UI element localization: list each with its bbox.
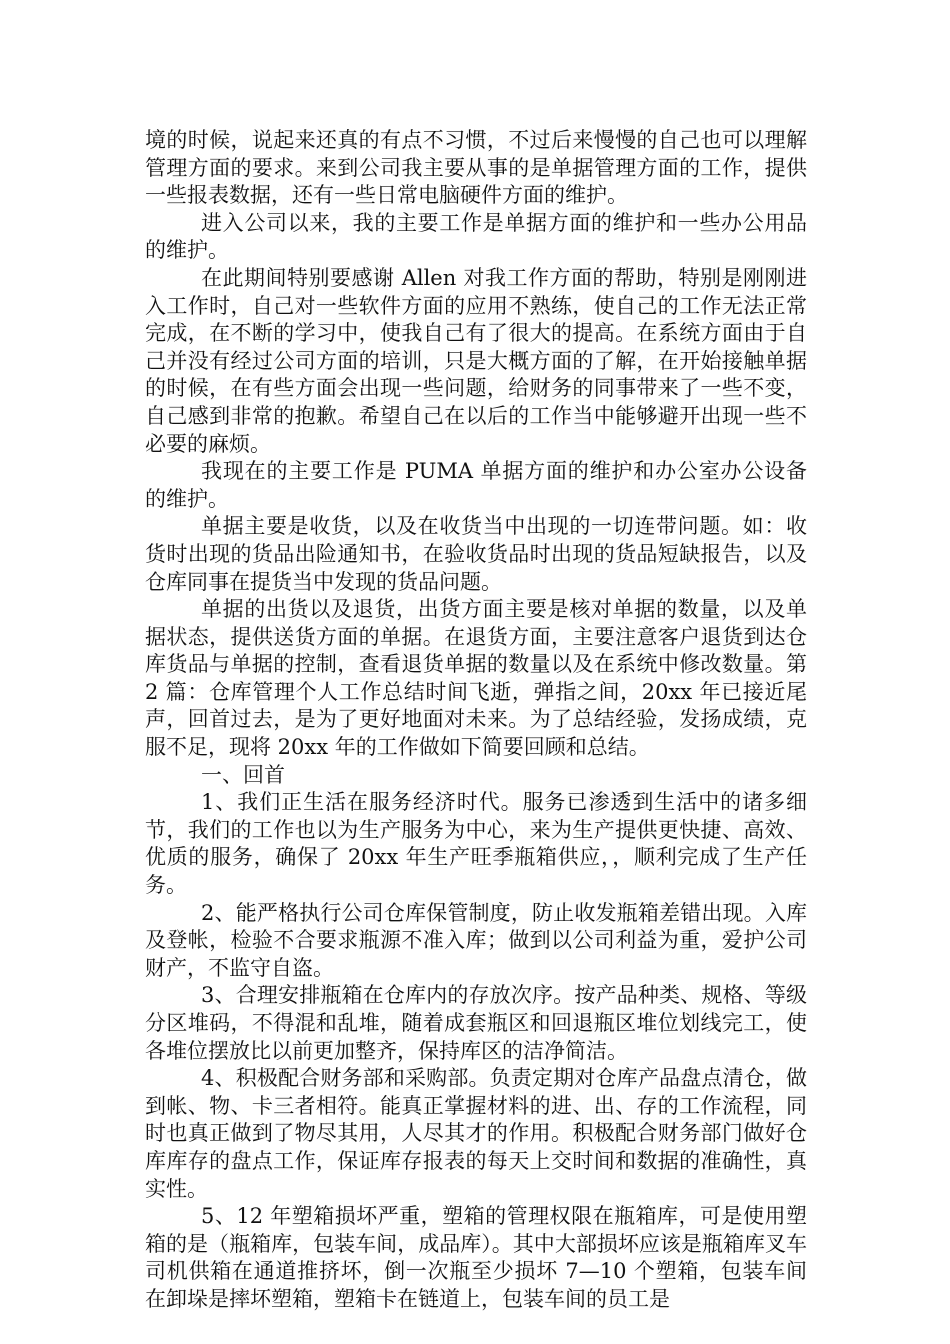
- list-item-4: 4、积极配合财务部和采购部。负责定期对仓库产品盘点清仓，做到帐、物、卡三者相符。能真正掌握材料的进、出、存的工作流程，同时也真正做到了物尽其用，人尽其才的作用。积极配合财务部门做好仓库库存的盘点工作，保证库存报表的每天上交时间和数据的准确性，真实性。: [145, 1066, 807, 1201]
- list-item-1: 1、我们正生活在服务经济时代。服务已渗透到生活中的诸多细节，我们的工作也以为生产服务为中心，来为生产提供更快捷、高效、优质的服务，确保了 20xx 年生产旺季瓶箱供应，，顺利完成了生产任务。: [145, 790, 807, 898]
- paragraph-continuation: 境的时候，说起来还真的有点不习惯，不过后来慢慢的自己也可以理解管理方面的要求。来到公司我主要从事的是单据管理方面的工作，提供一些报表数据，还有一些日常电脑硬件方面的维护。: [145, 128, 807, 208]
- paragraph-shipping-returns: 单据的出货以及退货，出货方面主要是核对单据的数量，以及单据状态，提供送货方面的单据。在退货方面，主要注意客户退货到达仓库货品与单据的控制，查看退货单据的数量以及在系统中修改数量。第 2 篇：仓库管理个人工作总结时间飞逝，弹指之间，20xx 年已接近尾声，回首过去，是为了更好地面对未来。为了总结经验，发扬成绩，克服不足，现将 20xx 年的工作做如下简要回顾和总结。: [145, 597, 807, 760]
- paragraph-puma-duties: 我现在的主要工作是 PUMA 单据方面的维护和办公室办公设备的维护。: [145, 459, 807, 511]
- list-item-2: 2、能严格执行公司仓库保管制度，防止收发瓶箱差错出现。入库及登帐，检验不合要求瓶源不准入库；做到以公司利益为重，爱护公司财产，不监守自盗。: [145, 900, 807, 980]
- list-item-5: 5、12 年塑箱损坏严重，塑箱的管理权限在瓶箱库，可是使用塑箱的是（瓶箱库，包装车间，成品库）。其中大部损坏应该是瓶箱库叉车司机供箱在通道推挤坏，倒一次瓶至少损坏 7—10 个塑箱，包装车间在卸垛是摔坏塑箱，塑箱卡在链道上，包装车间的员工是: [145, 1204, 807, 1311]
- paragraph-receiving: 单据主要是收货，以及在收货当中出现的一切连带问题。如：收货时出现的货品出险通知书，在验收货品时出现的货品短缺报告，以及仓库同事在提货当中发现的货品问题。: [145, 514, 807, 594]
- section-heading-review: 一、回首: [201, 762, 285, 787]
- paragraph-office-duties: 进入公司以来，我的主要工作是单据方面的维护和一些办公用品的维护。: [145, 210, 807, 263]
- list-item-3: 3、合理安排瓶箱在仓库内的存放次序。按产品种类、规格、等级分区堆码，不得混和乱堆，随着成套瓶区和回退瓶区堆位划线完工，使各堆位摆放比以前更加整齐，保持库区的洁净简洁。: [145, 983, 807, 1063]
- paragraph-thanks-allen: 在此期间特别要感谢 Allen 对我工作方面的帮助，特别是刚刚进入工作时，自己对一些软件方面的应用不熟练，使自己的工作无法正常完成，在不断的学习中，使我自己有了很大的提高。在系统方面由于自己并没有经过公司方面的培训，只是大概方面的了解，在开始接触单据的时候，在有些方面会出现一些问题，给财务的同事带来了一些不变，自己感到非常的抱歉。希望自己在以后的工作当中能够避开出现一些不必要的麻烦。: [145, 265, 807, 456]
- document-body: [145, 127, 807, 1314]
